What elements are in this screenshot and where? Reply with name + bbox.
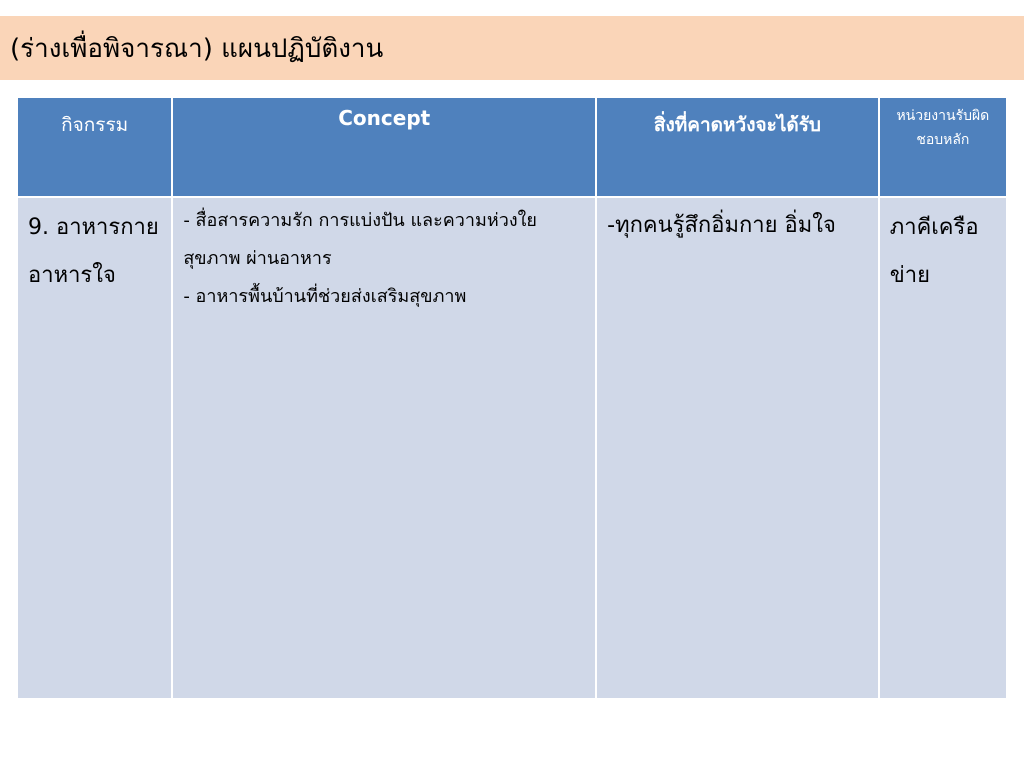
header-expected-cell: [596, 97, 879, 197]
table-row: [17, 197, 1007, 699]
unit-text: ภาคีเครือข่าย: [889, 215, 979, 288]
concept-item: - สื่อสารความรัก การแบ่งปัน และความห่วงใยสุขภาพ ผ่านอาหาร: [183, 210, 537, 269]
slide-title: (ร่างเพื่อพิจารณา) แผนปฏิบัติงาน: [10, 34, 384, 64]
activity-text: 9. อาหารกาย อาหารใจ: [28, 215, 159, 288]
header-expected: สิ่งที่คาดหวังจะได้รับ: [653, 114, 821, 136]
cell-activity: [17, 197, 172, 699]
header-concept-cell: [172, 97, 596, 197]
concept-item: - อาหารพื้นบ้านที่ช่วยส่งเสริมสุขภาพ: [183, 286, 467, 307]
cell-unit: [879, 197, 1007, 699]
header-activity: กิจกรรม: [61, 114, 129, 136]
title-bar: [0, 16, 1024, 80]
header-activity-cell: [17, 97, 172, 197]
plan-table: [16, 96, 1008, 700]
header-unit-cell: [879, 97, 1007, 197]
cell-expected: [596, 197, 879, 699]
table-header-row: [17, 97, 1007, 197]
header-unit: หน่วยงานรับผิดชอบหลัก: [896, 108, 990, 148]
cell-concept: [172, 197, 596, 699]
header-concept: Concept: [338, 106, 431, 130]
expected-text: -ทุกคนรู้สึกอิ่มกาย อิ่มใจ: [607, 213, 836, 238]
concept-list: [173, 198, 595, 316]
